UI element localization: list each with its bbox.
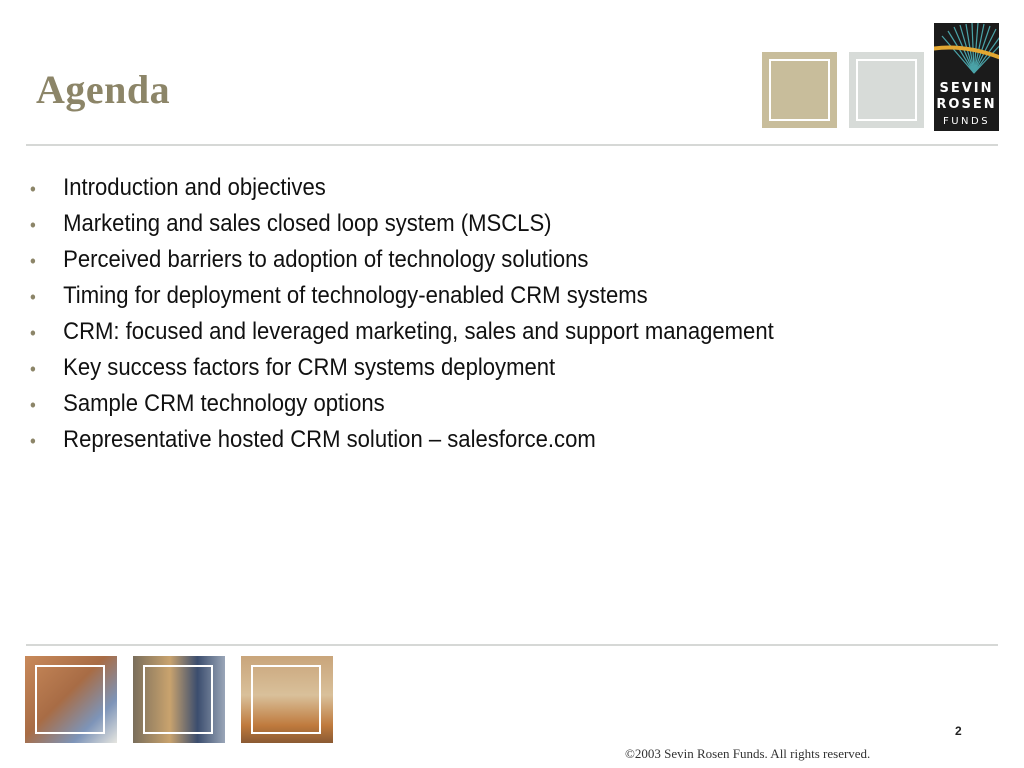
decorative-square-gray [849,52,924,128]
agenda-item-text: Timing for deployment of technology-enabled CRM systems [63,282,648,309]
agenda-item-text: Marketing and sales closed loop system (MSCLS) [63,210,552,237]
photo-meeting-thumbnail [241,656,333,743]
page-title: Agenda [36,67,171,112]
logo-text-sevin: SEVIN [939,81,994,96]
bullet-icon: • [30,323,36,343]
bullet-icon: • [30,359,36,379]
sunburst-icon [934,23,999,85]
list-item [30,210,774,246]
photo-person-thumbnail [25,656,117,743]
sevin-rosen-logo [934,23,999,131]
copyright-notice: ©2003 Sevin Rosen Funds. All rights reserved. [625,746,871,761]
bullet-icon: • [30,179,36,199]
footer-divider [26,644,998,646]
list-item [30,282,774,318]
agenda-list [30,174,838,462]
bullet-icon: • [30,251,36,271]
list-item [30,174,774,210]
list-item [30,390,774,426]
agenda-item-text: Key success factors for CRM systems deployment [63,354,556,381]
agenda-item-text: CRM: focused and leveraged marketing, sales and support management [63,318,774,345]
list-item [30,246,774,282]
agenda-item-text: Representative hosted CRM solution – salesforce.com [63,426,596,453]
logo-text-rosen: ROSEN [936,97,997,112]
agenda-item-text: Perceived barriers to adoption of technology solutions [63,246,589,273]
bullet-icon: • [30,215,36,235]
agenda-item-text: Introduction and objectives [63,174,326,201]
page-number: 2 [955,724,962,738]
photo-handshake-thumbnail [133,656,225,743]
decorative-square-tan [762,52,837,128]
list-item [30,426,774,462]
header-divider [26,144,998,146]
bullet-icon: • [30,287,36,307]
list-item [30,318,774,354]
bullet-icon: • [30,395,36,415]
list-item [30,354,774,390]
bullet-icon: • [30,431,36,451]
logo-text-funds: FUNDS [942,116,991,127]
agenda-item-text: Sample CRM technology options [63,390,385,417]
